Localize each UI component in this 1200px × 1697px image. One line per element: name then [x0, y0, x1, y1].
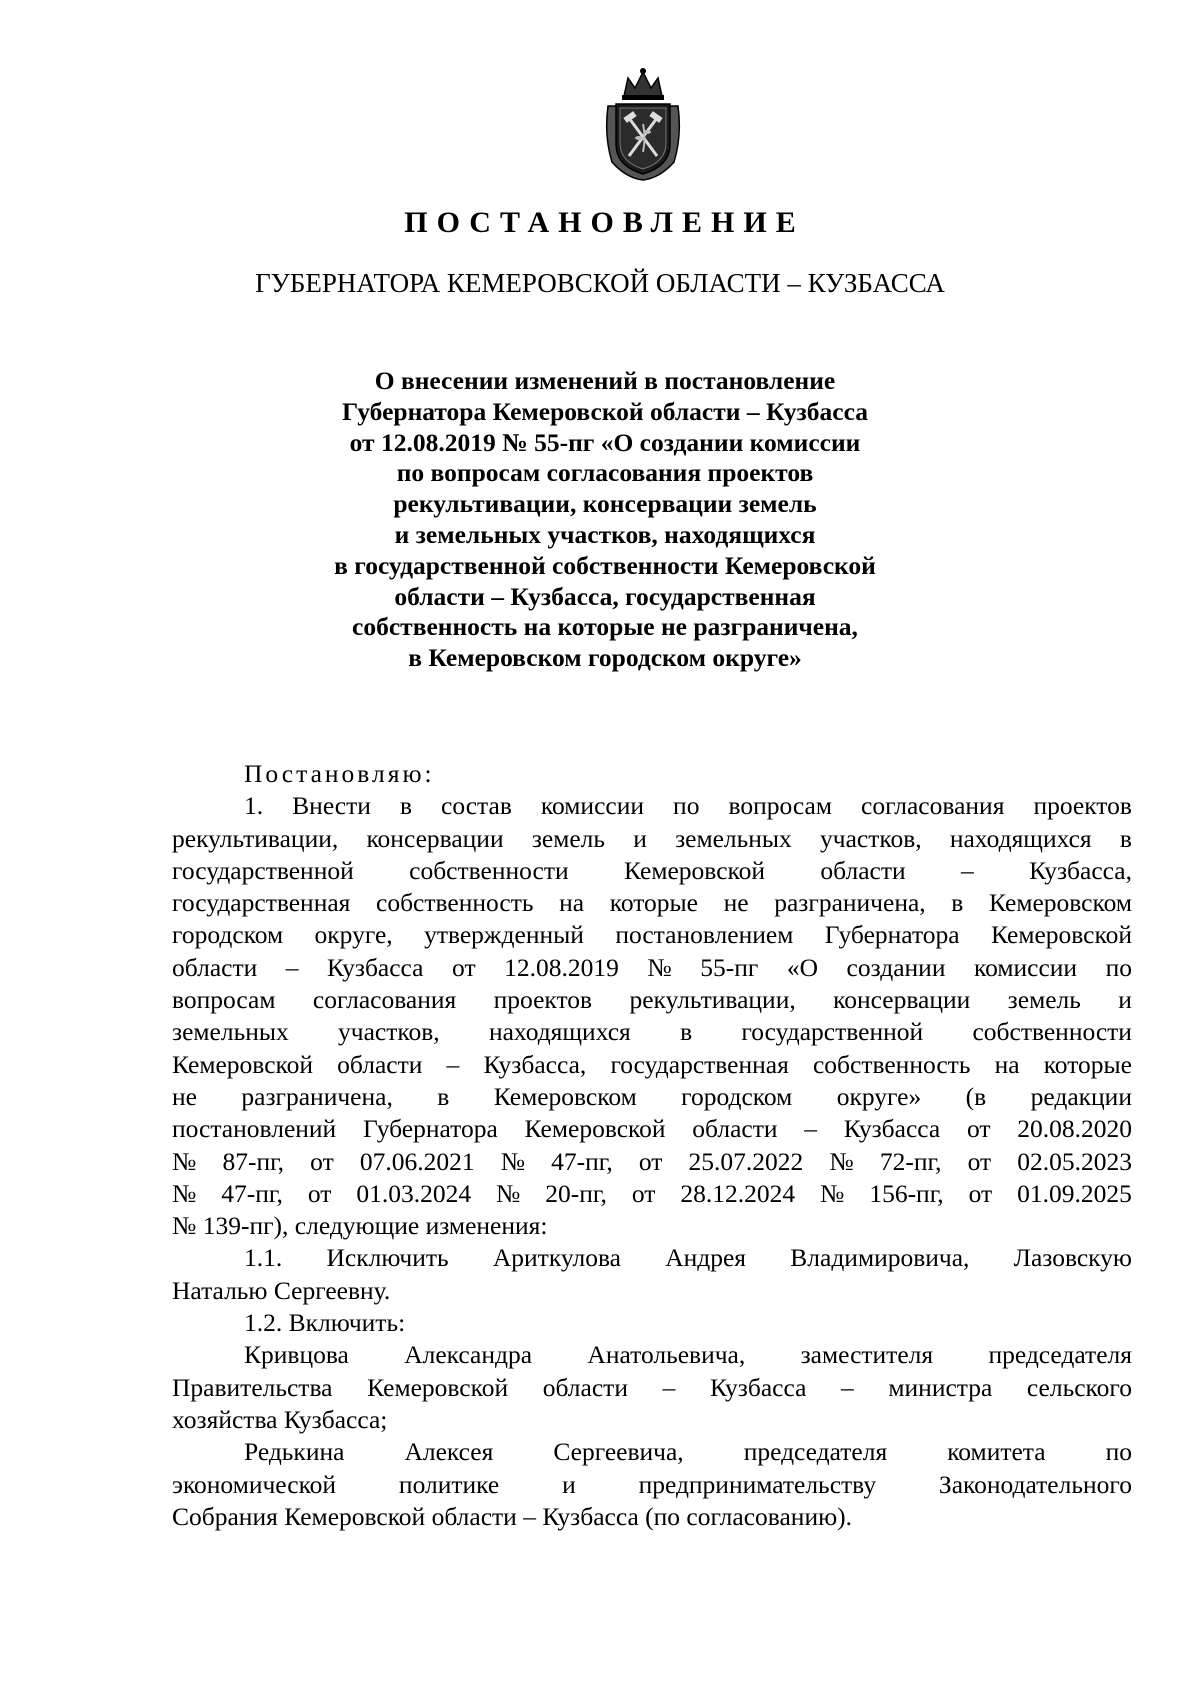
body-line: Правительства Кемеровской области – Кузбасса – министра сельского [172, 1372, 1132, 1402]
body-line: рекультивации, консервации земель и земельных участков, находящихся в [172, 823, 1132, 853]
document-body [172, 758, 1132, 1533]
title-line: рекультивации, консервации земель [393, 489, 817, 519]
body-line: экономической политике и предпринимательству Законодательного [172, 1469, 1132, 1499]
title-line: Губернатора Кемеровской области – Кузбасса [341, 396, 868, 426]
body-line: Редькина Алексея Сергеевича, председателя комитета по [244, 1437, 1132, 1467]
body-line: городском округе, утвержденный постановлением Губернатора Кемеровской [172, 920, 1132, 950]
title-line: и земельных участков, находящихся [394, 519, 816, 549]
body-line: Кемеровской области – Кузбасса, государственная собственность на которые [172, 1049, 1132, 1079]
body-line: 1.1. Исключить Ариткулова Андрея Владимировича, Лазовскую [244, 1243, 1132, 1273]
body-line: № 87-пг, от 07.06.2021 № 47-пг, от 25.07.2022 № 72-пг, от 02.05.2023 [172, 1146, 1132, 1176]
item-1-1 [172, 1242, 1132, 1307]
body-line: Наталью Сергеевну. [172, 1275, 391, 1305]
body-line: Собрания Кемеровской области – Кузбасса (по согласованию). [172, 1501, 853, 1531]
body-line: государственная собственность на которые не разграничена, в Кемеровском [172, 888, 1132, 918]
person-2 [172, 1436, 1132, 1533]
body-line: области – Кузбасса от 12.08.2019 № 55-пг «О создании комиссии по [172, 952, 1132, 982]
item-1 [172, 790, 1132, 1242]
body-line: 1. Внести в состав комиссии по вопросам согласования проектов [244, 791, 1132, 821]
title-line: области – Кузбасса, государственная [394, 581, 816, 611]
document-title [200, 366, 1010, 674]
body-line: не разграничена, в Кемеровском городском округе» (в редакции [172, 1081, 1132, 1111]
title-line: в Кемеровском городском округе» [408, 643, 802, 673]
title-line: от 12.08.2019 № 55-пг «О создании комиссии [349, 427, 861, 457]
item-1-2: 1.2. Включить: [244, 1308, 406, 1338]
title-line: по вопросам согласования проектов [396, 458, 814, 488]
person-1 [172, 1339, 1132, 1436]
decree-word: Постановляю: [244, 759, 435, 788]
body-line: земельных участков, находящихся в государственной собственности [172, 1017, 1132, 1047]
body-line: постановлений Губернатора Кемеровской области – Кузбасса от 20.08.2020 [172, 1114, 1132, 1144]
title-line: в государственной собственности Кемеровской [334, 550, 876, 580]
body-line: № 47-пг, от 01.03.2024 № 20-пг, от 28.12.2024 № 156-пг, от 01.09.2025 [172, 1178, 1132, 1208]
body-line: хозяйства Кузбасса; [172, 1404, 388, 1434]
issuer-heading: ГУБЕРНАТОРА КЕМЕРОВСКОЙ ОБЛАСТИ – КУЗБАССА [255, 268, 945, 298]
body-line: государственной собственности Кемеровской области – Кузбасса, [172, 855, 1132, 885]
body-line: Кривцова Александра Анатольевича, заместителя председателя [244, 1340, 1132, 1370]
coat-of-arms-icon [602, 66, 684, 182]
body-line: вопросам согласования проектов рекультивации, консервации земель и [172, 985, 1132, 1015]
body-line: № 139-пг), следующие изменения: [172, 1211, 548, 1241]
document-type-heading: ПОСТАНОВЛЕНИЕ [404, 206, 805, 239]
title-line: собственность на которые не разграничена, [352, 612, 858, 642]
title-line: О внесении изменений в постановление [374, 366, 836, 395]
